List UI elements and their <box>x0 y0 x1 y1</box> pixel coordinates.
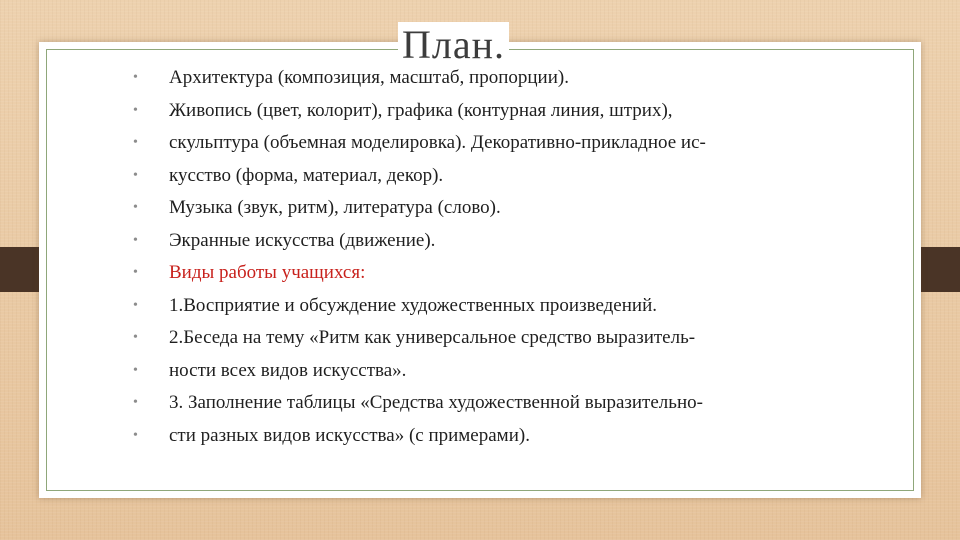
list-item <box>133 95 833 128</box>
slide-title: План. <box>398 22 509 68</box>
list-item-text: 3. Заполнение таблицы «Средства художественной выразительно- <box>169 392 703 413</box>
list-item <box>133 387 833 420</box>
list-item <box>133 62 833 95</box>
list-item-text: скульптура (объемная моделировка). Декоративно-прикладное ис- <box>169 132 706 153</box>
list-item <box>133 160 833 193</box>
list-item-text: 1.Восприятие и обсуждение художественных произведений. <box>169 294 657 316</box>
bullet-icon: • <box>133 395 138 410</box>
list-item-text: Живопись (цвет, колорит), графика (контурная линия, штрих), <box>169 99 673 121</box>
bullet-icon: • <box>133 167 138 183</box>
list-item <box>133 355 833 388</box>
bullet-icon: • <box>133 297 138 313</box>
list-item-text: Музыка (звук, ритм), литература (слово). <box>169 197 501 218</box>
list-item <box>133 322 833 355</box>
bullet-icon: • <box>133 265 138 280</box>
list-item-text: Виды работы учащихся: <box>169 262 366 283</box>
bullet-icon: • <box>133 362 138 378</box>
list-item-text: ности всех видов искусства». <box>169 359 407 381</box>
bullet-icon: • <box>133 330 138 345</box>
list-item-text: сти разных видов искусства» (с примерами). <box>169 424 530 446</box>
bullet-icon: • <box>133 232 138 248</box>
list-item <box>133 225 833 258</box>
bullet-icon: • <box>133 427 138 443</box>
plan-list <box>133 62 833 452</box>
list-item-heading <box>133 257 833 290</box>
list-item <box>133 127 833 160</box>
bullet-icon: • <box>133 200 138 215</box>
list-item-text: Архитектура (композиция, масштаб, пропорции). <box>169 67 569 88</box>
bullet-icon: • <box>133 70 138 85</box>
list-item-text: кусство (форма, материал, декор). <box>169 164 444 186</box>
list-item <box>133 290 833 323</box>
bullet-icon: • <box>133 102 138 118</box>
bullet-icon: • <box>133 135 138 150</box>
list-item-text: Экранные искусства (движение). <box>169 229 436 251</box>
list-item <box>133 192 833 225</box>
list-item-text: 2.Беседа на тему «Ритм как универсальное средство выразитель- <box>169 327 696 348</box>
list-item <box>133 420 833 453</box>
